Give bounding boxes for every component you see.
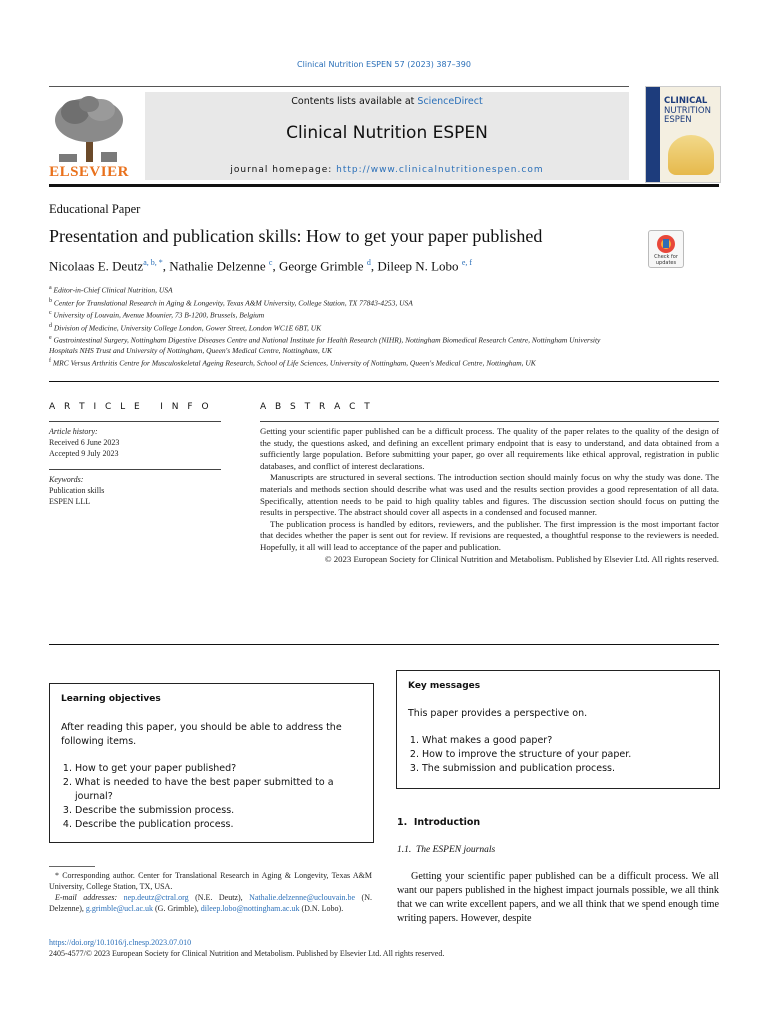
accepted-date: Accepted 9 July 2023 (49, 449, 119, 458)
learning-objectives-list (61, 762, 373, 832)
key-messages-list (408, 734, 720, 776)
abstract-rule (260, 421, 719, 422)
abstract-heading: A B S T R A C T (260, 402, 373, 412)
affiliation-f: $^f$ MRC Versus Arthritis Centre for Musculoskeletal Ageing Research, School of Life Sciences, University of Nottingham, Queen's Medical Centre, Nottingham, UK (49, 357, 536, 367)
abstract-bottom-rule (49, 644, 719, 645)
author-name: Nathalie Delzenne (169, 258, 266, 274)
journal-title: Clinical Nutrition ESPEN (286, 123, 488, 143)
cover-title-line2: NUTRITION (664, 105, 711, 116)
author-sup[interactable]: c (268, 258, 273, 267)
affiliation-b: $^b$ Center for Translational Research in Aging & Longevity, Texas A&M University, College Station, TX 77843-4253, USA (49, 297, 413, 307)
homepage-link[interactable]: http://www.clinicalnutritionespen.com (336, 165, 544, 175)
affiliation-e: $^e$ Gastrointestinal Surgery, Nottingham Digestive Diseases Centre and National Institute for Health Research (NIHR), Nottingham Biomedical Research Centre, Nottingham University Hospitals NHS Trust and University of Nottingham, Queen's Medical Centre, Nottingham, UK (49, 335, 601, 355)
article-info-rule-mid (49, 469, 221, 470)
keyword-item: ESPEN LLL (49, 497, 91, 506)
affiliation-c: $^c$ University of Louvain, Avenue Mounier, 73 B-1200, Brussels, Belgium (49, 310, 265, 320)
history-label: Article history: (49, 427, 98, 436)
article-info-heading: A R T I C L E I N F O (49, 402, 212, 412)
keywords-label: Keywords: (49, 475, 84, 484)
author-sup[interactable]: a, b, * (143, 258, 163, 267)
journal-citation[interactable]: Clinical Nutrition ESPEN 57 (2023) 387–390 (297, 60, 471, 69)
article-info-rule-top (49, 421, 221, 422)
list-item: 4. Describe the publication process. (75, 818, 373, 832)
contents-prefix: Contents lists available at (291, 96, 418, 107)
article-title: Presentation and publication skills: How to get your paper published (49, 226, 543, 246)
homepage-line (145, 165, 629, 175)
author-name: George Grimble (278, 258, 364, 274)
cover-title-line3: ESPEN (664, 115, 692, 125)
cover-spine (646, 87, 660, 182)
learning-objectives-title: Learning objectives (61, 694, 161, 704)
key-messages-title: Key messages (408, 681, 481, 691)
list-item: 3. Describe the submission process. (75, 804, 373, 818)
keyword-item: Publication skills (49, 486, 105, 495)
keywords (49, 474, 104, 507)
email-owner: (D.N. Lobo). (299, 904, 344, 913)
introduction-heading: 1. Introduction (397, 817, 481, 828)
author-sup[interactable]: d (366, 258, 371, 267)
author-name: Dileep N. Lobo (377, 258, 459, 274)
cover-title-line1: CLINICAL (664, 96, 708, 106)
list-item: 1. What makes a good paper? (422, 734, 720, 748)
elsevier-logo (49, 92, 129, 184)
article-history (49, 426, 119, 459)
sciencedirect-link[interactable]: ScienceDirect (417, 96, 483, 107)
email-label: E-mail addresses: (55, 893, 118, 902)
affiliations-rule (49, 381, 719, 382)
homepage-prefix: journal homepage: (230, 165, 337, 175)
check-updates-icon (649, 233, 683, 255)
check-updates-label: Check for updates (654, 254, 678, 266)
key-messages-box (396, 670, 720, 789)
cover-title (664, 97, 711, 126)
author-name: Nicolaas E. Deutz (49, 258, 144, 274)
journal-cover (645, 86, 721, 183)
author-list: Nicolaas E. Deutz$^{a, b, *}$, Nathalie Delzenne $^c$, George Grimble $^d$, Dileep N. Lobo $^{e, f}$ (49, 258, 473, 274)
email-owner: (N.E. Deutz), (188, 893, 250, 902)
abstract-paragraph: Getting your scientific paper published can be a difficult process. The quality of the paper relates to the quality of the design of the study, the questions asked, and defining an excellent primary endpoint that is easy to understand, and data obtained from a sufficiently large population. Before submitting your paper, go over all requirements like ethical approval, registration in public databases, and conflict of interest declarations. (260, 426, 719, 471)
affiliation-d: $^d$ Division of Medicine, University College London, Gower Street, London WC1E 6BT, UK (49, 322, 322, 332)
abstract-paragraph: The publication process is handled by editors, reviewers, and the publisher. The first impression is the most important factor that decides whether the paper is sent out for review. If revisions are requested, a thoughtful response to the reviewers is needed. Hopefully, it all will lead to acceptance of the paper and publication. (260, 518, 719, 552)
list-item: 3. The submission and publication process. (422, 762, 720, 776)
email-owner: (N. Delzenne), (49, 893, 372, 913)
footnote-rule (49, 866, 95, 867)
learning-objectives-intro: After reading this paper, you should be able to address the following items. (61, 722, 342, 747)
corresponding-author: * Corresponding author. Center for Translational Research in Aging & Longevity, Texas A&M University, College Station, TX, USA. (49, 871, 372, 891)
list-item: 1. How to get your paper published? (75, 762, 373, 776)
email-link[interactable]: g.grimble@ucl.ac.uk (85, 904, 153, 913)
abstract-body (260, 426, 719, 565)
learning-objectives-box (49, 683, 374, 843)
introduction-text: Getting your scientific paper published can be a difficult process. We all want our papers published in the highest impact journals possible, we all think that we can write excellent papers, and we all think that we spend enough time writing papers. However, despite (397, 871, 719, 924)
abstract-paragraph: Manuscripts are structured in several sections. The introduction section should mainly focus on why the study was done. The materials and methods section should describe what was used and the results section provides a good representation of all data. Specifically, attention needs to be paid to high quality tables and figures. The discussion section should focus on putting the results in perspective. The abstract should cover all aspects in a condensed and focused manner. (260, 472, 719, 518)
email-addresses (49, 892, 372, 914)
received-date: Received 6 June 2023 (49, 438, 120, 447)
affiliation-a: $^a$ Editor-in-Chief Clinical Nutrition, USA (49, 285, 173, 295)
introduction-subheading: 1.1. The ESPEN journals (397, 845, 496, 855)
list-item: 2. How to improve the structure of your paper. (422, 748, 720, 762)
footnote (49, 870, 372, 914)
affiliations (49, 283, 629, 368)
email-link[interactable]: nep.deutz@ctral.org (123, 893, 189, 902)
elsevier-tree-icon (49, 92, 129, 164)
list-item: 2. What is needed to have the best paper submitted to a journal? (75, 776, 373, 804)
key-messages-intro: This paper provides a perspective on. (408, 708, 588, 719)
check-updates-badge[interactable] (648, 230, 684, 268)
cover-image (668, 135, 714, 175)
contents-line (145, 96, 629, 107)
doi-link[interactable]: https://doi.org/10.1016/j.clnesp.2023.07.010 (49, 938, 192, 947)
issn-line: 2405-4577/© 2023 European Society for Clinical Nutrition and Metabolism. Published by Elsevier Ltd. All rights reserved. (49, 949, 445, 958)
email-link[interactable]: dileep.lobo@nottingham.ac.uk (200, 904, 300, 913)
journal-header (49, 86, 629, 87)
email-link[interactable]: Nathalie.delzenne@uclouvain.be (249, 893, 356, 902)
header-rule (49, 184, 719, 187)
article-type: Educational Paper (49, 202, 141, 216)
elsevier-wordmark: ELSEVIER (49, 164, 129, 180)
abstract-copyright: © 2023 European Society for Clinical Nutrition and Metabolism. Published by Elsevier Ltd. All rights reserved. (324, 553, 719, 564)
journal-info-panel (145, 92, 629, 180)
author-sup[interactable]: e, f (461, 258, 473, 267)
email-owner: (G. Grimble), (153, 904, 201, 913)
